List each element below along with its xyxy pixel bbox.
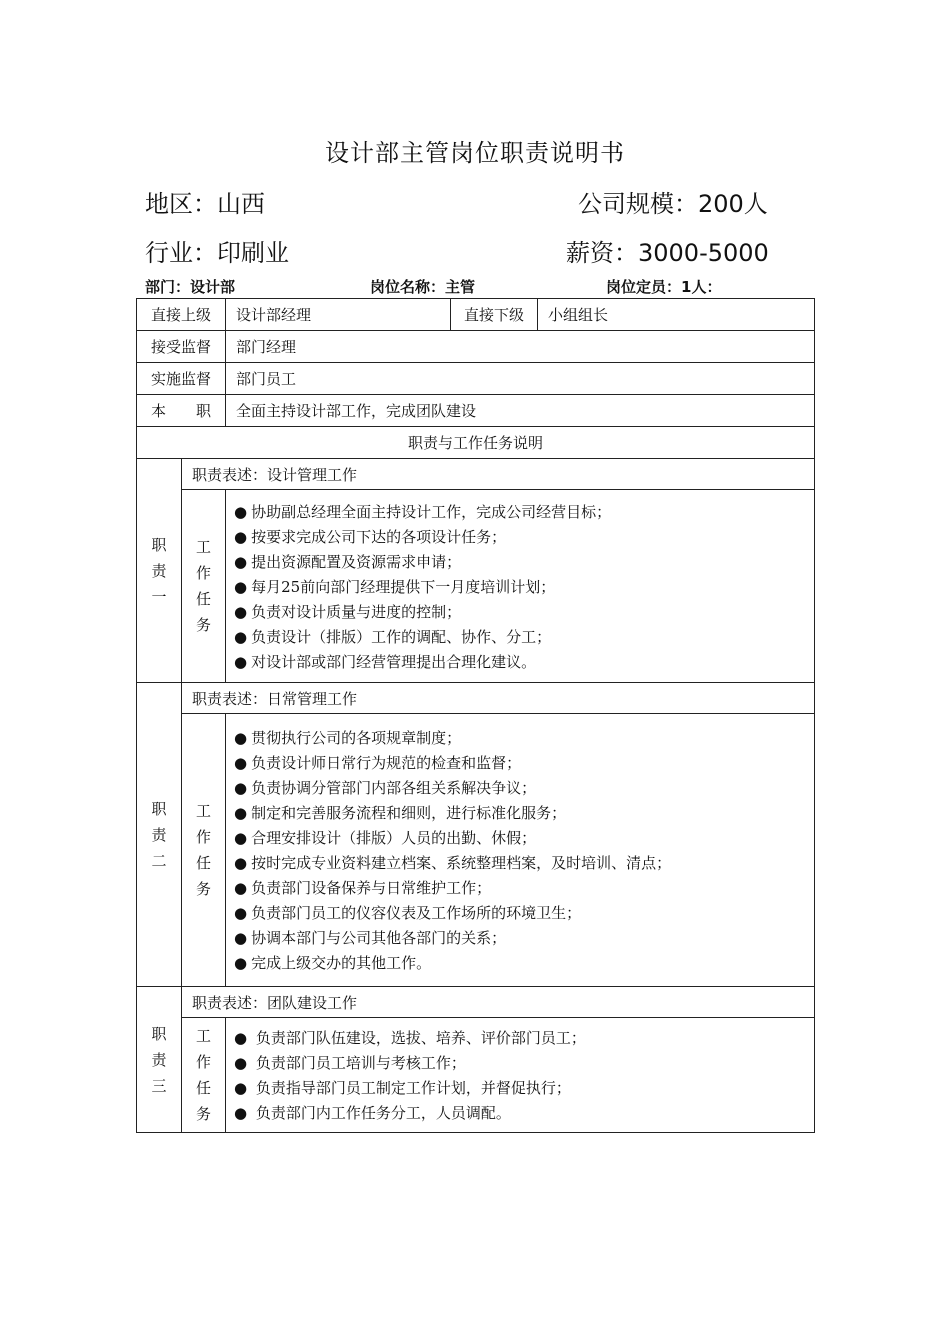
list-item: ● 负责指导部门员工制定工作计划，并督促执行；	[234, 1076, 804, 1101]
duty-two-label: 职 责 二	[137, 683, 182, 987]
list-item: ● 协助副总经理全面主持设计工作，完成公司经营目标；	[234, 500, 804, 525]
subordinate-value: 小组组长	[538, 299, 815, 331]
list-item: ● 提出资源配置及资源需求申请；	[234, 550, 804, 575]
company-size: 公司规模：200人	[578, 190, 768, 218]
duty-three-label: 职 责 三	[137, 987, 182, 1133]
list-item: ● 负责部门队伍建设，选拔、培养、评价部门员工；	[234, 1026, 804, 1051]
job-description-table	[136, 298, 815, 1133]
region: 地区：山西	[145, 190, 265, 218]
industry: 行业：印刷业	[145, 239, 289, 267]
duty-one-task-list	[234, 492, 804, 681]
list-item: ● 负责设计（排版）工作的调配、协作、分工；	[234, 625, 804, 650]
task-label: 工 作 任 务	[182, 714, 226, 987]
duty-two-task-list	[234, 718, 804, 982]
duty-three-statement: 职责表述：团队建设工作	[182, 987, 815, 1018]
duty-value: 全面主持设计部工作，完成团队建设	[226, 395, 815, 427]
list-item: ● 对设计部或部门经营管理提出合理化建议。	[234, 650, 804, 675]
subordinate-label: 直接下级	[451, 299, 538, 331]
list-item: ● 负责设计师日常行为规范的检查和监督；	[234, 751, 804, 776]
duty-two-statement: 职责表述：日常管理工作	[182, 683, 815, 714]
list-item: ● 负责部门员工的仪容仪表及工作场所的环境卫生；	[234, 901, 804, 926]
list-item: ● 合理安排设计（排版）人员的出勤、休假；	[234, 826, 804, 851]
page-title: 设计部主管岗位职责说明书	[325, 139, 625, 167]
task-label: 工 作 任 务	[182, 490, 226, 683]
list-item: ● 每月25前向部门经理提供下一月度培训计划；	[234, 575, 804, 600]
salary: 薪资：3000-5000	[566, 239, 769, 267]
task-label: 工 作 任 务	[182, 1018, 226, 1133]
duty-one-statement: 职责表述：设计管理工作	[182, 459, 815, 490]
position-name: 岗位名称：主管	[370, 278, 476, 296]
supervised-by-value: 部门经理	[226, 331, 815, 363]
duty-three-task-list	[234, 1018, 804, 1132]
list-item: ● 制定和完善服务流程和细则，进行标准化服务；	[234, 801, 804, 826]
supervises-label: 实施监督	[137, 363, 226, 395]
list-item: ● 完成上级交办的其他工作。	[234, 951, 804, 976]
list-item: ● 负责部门设备保养与日常维护工作；	[234, 876, 804, 901]
list-item: ● 负责部门员工培训与考核工作；	[234, 1051, 804, 1076]
list-item: ● 按要求完成公司下达的各项设计任务；	[234, 525, 804, 550]
department: 部门：设计部	[145, 278, 236, 296]
list-item: ● 协调本部门与公司其他各部门的关系；	[234, 926, 804, 951]
list-item: ● 贯彻执行公司的各项规章制度；	[234, 726, 804, 751]
headcount: 岗位定员：1人：	[606, 278, 722, 296]
duty-label: 本 职	[137, 395, 226, 427]
supervised-by-label: 接受监督	[137, 331, 226, 363]
list-item: ● 负责协调分管部门内部各组关系解决争议；	[234, 776, 804, 801]
superior-value: 设计部经理	[226, 299, 451, 331]
section-header: 职责与工作任务说明	[137, 427, 815, 459]
list-item: ● 负责部门内工作任务分工，人员调配。	[234, 1101, 804, 1126]
superior-label: 直接上级	[137, 299, 226, 331]
list-item: ● 负责对设计质量与进度的控制；	[234, 600, 804, 625]
list-item: ● 按时完成专业资料建立档案、系统整理档案，及时培训、清点；	[234, 851, 804, 876]
duty-one-label: 职 责 一	[137, 459, 182, 683]
supervises-value: 部门员工	[226, 363, 815, 395]
